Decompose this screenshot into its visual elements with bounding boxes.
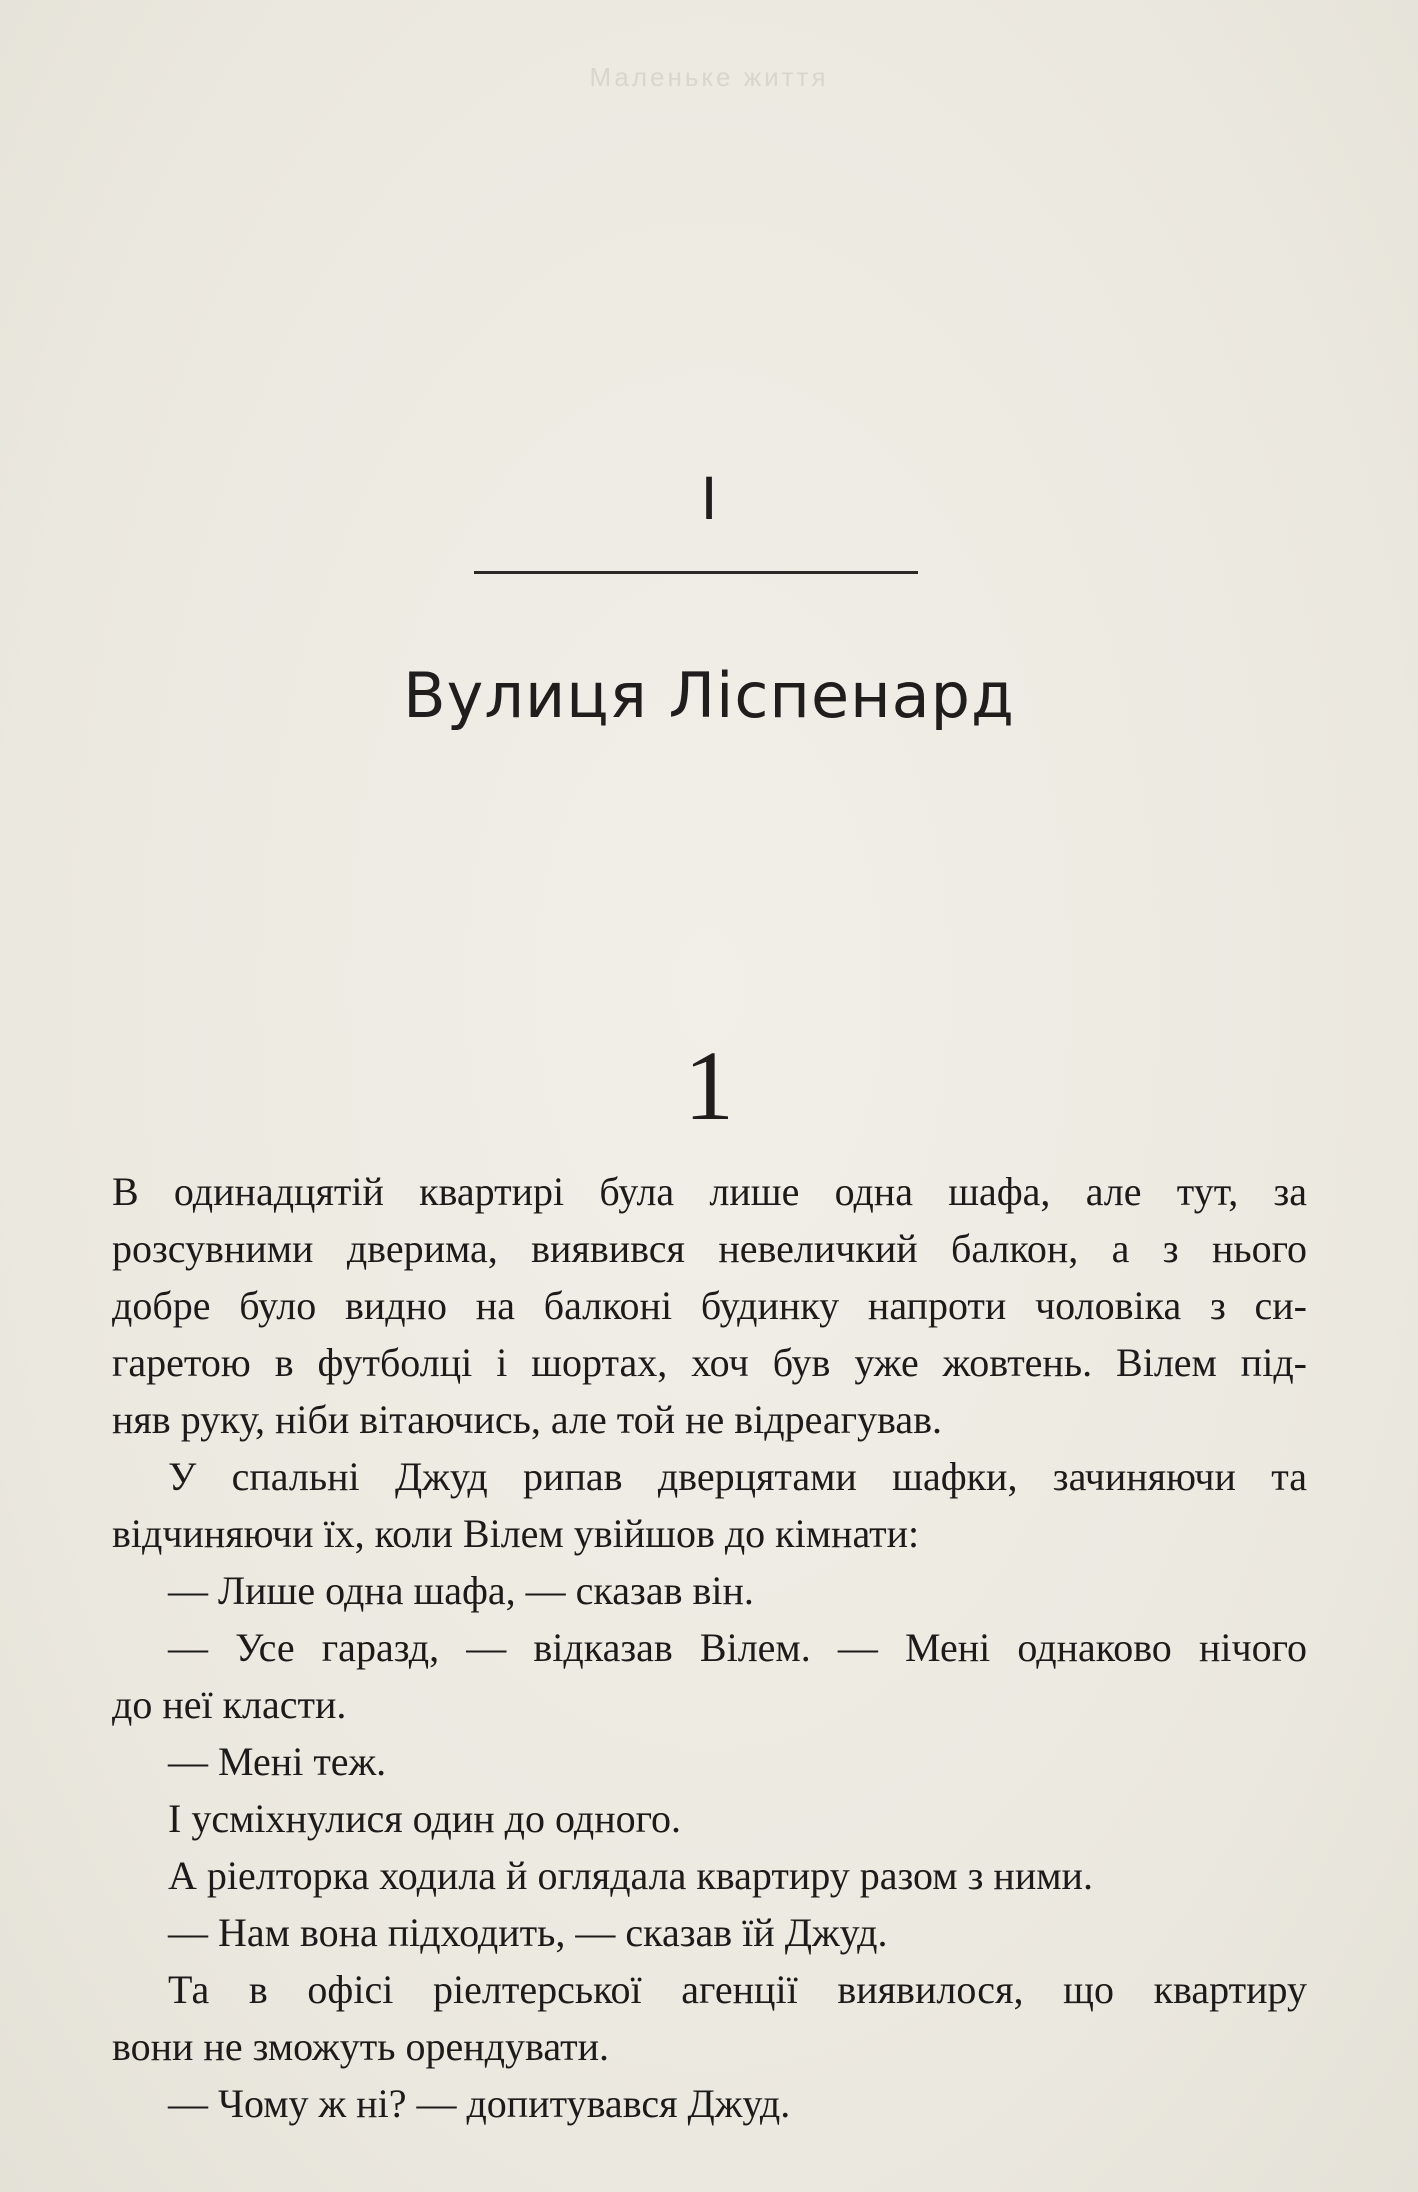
text-line: відчиняючи їх, коли Вілем увійшов до кімнати:	[112, 1511, 920, 1556]
text-line: Та в офісі ріелтерської агенції виявилося, що квартиру	[168, 1967, 1307, 2012]
text-line: — Мені теж.	[168, 1739, 387, 1784]
text-line: І усміхнулися один до одного.	[168, 1796, 682, 1841]
text-line: У спальні Джуд рипав дверцятами шафки, зачиняючи та	[168, 1454, 1307, 1499]
text-line: вони не зможуть орендувати.	[112, 2024, 609, 2069]
paragraph	[112, 1904, 1307, 1961]
paragraph	[112, 1163, 1307, 1448]
chapter-number: 1	[684, 1030, 734, 1141]
paragraph	[112, 1619, 1307, 1733]
chapter-body	[112, 1163, 1307, 2132]
paragraph	[112, 1733, 1307, 1790]
running-header: Маленьке життя	[589, 62, 829, 92]
paragraph	[112, 1562, 1307, 1619]
text-line: добре було видно на балконі будинку напроти чоловіка з си-	[112, 1283, 1307, 1328]
text-line: розсувними дверима, виявився невеличкий балкон, а з нього	[112, 1226, 1307, 1271]
paragraph	[112, 1448, 1307, 1562]
text-line: В одинадцятій квартирі була лише одна шафа, але тут, за	[112, 1169, 1307, 1214]
paragraph	[112, 2075, 1307, 2132]
text-line: — Нам вона підходить, — сказав їй Джуд.	[168, 1910, 888, 1955]
text-line: няв руку, ніби вітаючись, але той не відреагував.	[112, 1397, 942, 1442]
part-divider-rule	[474, 571, 918, 574]
text-line: гаретою в футболці і шортах, хоч був уже жовтень. Вілем під-	[112, 1340, 1307, 1385]
text-line: — Лише одна шафа, — сказав він.	[168, 1568, 754, 1613]
part-title: Вулиця Ліспенард	[403, 659, 1015, 732]
part-number: I	[700, 465, 718, 533]
text-line: — Усе гаразд, — відказав Вілем. — Мені однаково нічого	[168, 1625, 1307, 1670]
paragraph	[112, 1847, 1307, 1904]
text-line: — Чому ж ні? — допитувався Джуд.	[168, 2081, 791, 2126]
paragraph	[112, 1790, 1307, 1847]
paragraph	[112, 1961, 1307, 2075]
text-line: до неї класти.	[112, 1682, 347, 1727]
text-line: А ріелторка ходила й оглядала квартиру разом з ними.	[168, 1853, 1093, 1898]
